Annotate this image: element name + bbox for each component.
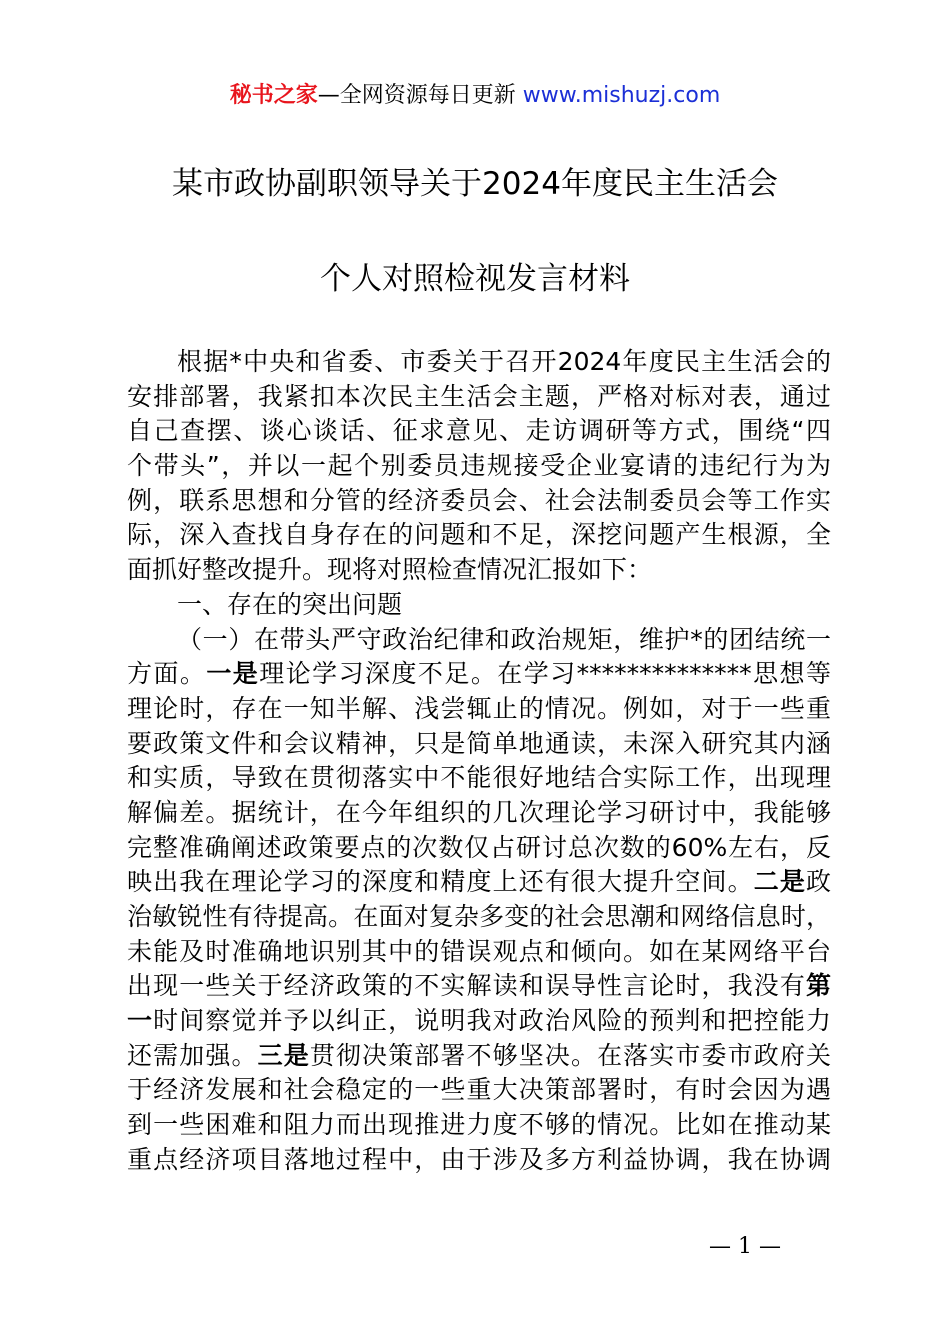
text-span: 还需加强。 [127,1040,258,1070]
text-line: 际，深入查找自身存在的问题和不足，深挖问题产生根源，全 [127,520,831,550]
text-line: 重点经济项目落地过程中，由于涉及多方利益协调，我在协调 [127,1144,831,1174]
bold-lead: 第 [805,971,831,1001]
bold-lead: 一是 [206,659,260,689]
text-line: 要政策文件和会议精神，只是简单地通读，未深入研究其内涵 [127,728,831,758]
document-body [127,345,831,1178]
bold-lead: 一 [127,1006,154,1036]
text-line: 完整准确阐述政策要点的次数仅占研讨总次数的60%左右，反 [127,832,831,862]
text-line: 根据*中央和省委、市委关于召开2024年度民主生活会的 [177,347,831,376]
document-title-line-2: 个人对照检视发言材料 [320,261,630,297]
site-url-link[interactable]: www.mishuzj.com [522,83,721,108]
text-line [127,657,831,692]
brand-name: 秘书之家 [229,83,318,108]
text-line: 于经济发展和社会稳定的一些重大决策部署时，有时会因为遇 [127,1075,831,1105]
text-span: 方面。 [127,659,207,689]
text-line: 自己查摆、谈心谈话、征求意见、走访调研等方式，围绕“四 [127,416,831,446]
text-line: 到一些困难和阻力而出现推进力度不够的情况。比如在推动某 [127,1110,831,1140]
text-span: 贯彻决策部署不够坚决。在落实市委市政府关 [309,1040,831,1070]
text-span: 映出我在理论学习的深度和精度上还有很大提升空间。 [127,867,754,897]
text-line: 未能及时准确地识别其中的错误观点和倾向。如在某网络平台 [127,936,831,966]
bold-lead: 二是 [753,867,806,897]
document-title-line-1: 某市政协副职领导关于2024年度民主生活会 [172,166,778,202]
text-line: 和实质，导致在贯彻落实中不能很好地结合实际工作，出现理 [127,763,831,793]
text-line: 个带头”，并以一起个别委员违规接受企业宴请的违纪行为为 [127,451,831,481]
text-line: 解偏差。据统计，在今年组织的几次理论学习研讨中，我能够 [127,797,831,827]
site-header [0,80,950,112]
bold-lead: 三是 [257,1040,310,1070]
text-span: 出现一些关于经济政策的不实解读和误导性言论时，我没有 [127,971,806,1001]
text-line: 面抓好整改提升。现将对照检查情况汇报如下： [127,555,653,585]
header-slogan: —全网资源每日更新 [317,83,523,108]
text-span: 政 [805,867,831,897]
section-heading: 一、存在的突出问题 [177,589,403,619]
text-line [127,969,831,1004]
text-line [127,1004,831,1039]
text-span: 时间察觉并予以纠正，说明我对政治风险的预判和把控能力 [153,1006,831,1036]
text-line [127,865,831,900]
text-span: 理论学习深度不足。在学习**************思想等 [259,659,831,689]
subsection-heading: （一）在带头严守政治纪律和政治规矩，维护*的团结统一 [177,624,831,654]
text-line: 理论时，存在一知半解、浅尝辄止的情况。例如，对于一些重 [127,693,831,723]
text-line: 安排部署，我紧扣本次民主生活会主题，严格对标对表，通过 [127,381,831,411]
text-line: 例，联系思想和分管的经济委员会、社会法制委员会等工作实 [127,485,831,515]
page-number: — 1 — [709,1234,781,1259]
text-line [127,1039,831,1074]
text-line: 治敏锐性有待提高。在面对复杂多变的社会思潮和网络信息时， [127,902,831,931]
